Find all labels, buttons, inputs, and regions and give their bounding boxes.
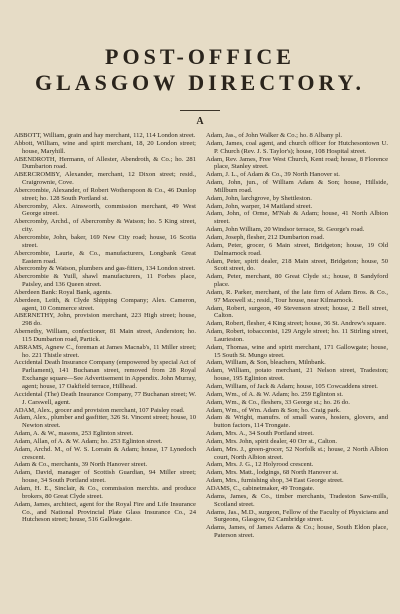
directory-entry: ADAMS, C., cabinetmaker, 49 Trongate.: [206, 484, 315, 492]
directory-entry: Adam, H. E., Sinclair, & Co., commission merchts. and produce brokers, 80 Great Clyde street.: [14, 484, 196, 500]
directory-entry: Abercrombie, John, baker, 169 New City road; house, 16 Scotia street.: [14, 233, 196, 249]
directory-entry: Adam, Wm., & Co., fleshers, 33 George st.; ho. 26 do.: [206, 398, 350, 406]
directory-entry: Abercrombie, Laurie, & Co., manufacturers, Longbank Great Eastern road.: [14, 249, 196, 265]
directory-entry: Accidental Death Insurance Company (empowered by special Act of Parliament), 141 Buchanan street, removed from 28 Royal Exchange square—See Advertisement in Appendix. John Murray, agent; house, 17 Oakfield terrace, Hillhead.: [14, 359, 196, 390]
directory-entry: Adam, Alex., plumber and gasfitter, 326 St. Vincent street; house, 10 Newton street.: [14, 414, 196, 430]
directory-entry: Adams, James, of James Adams & Co.; house, South Eldon place, Paterson street.: [206, 524, 388, 540]
directory-entry: Adam, Rev. James, Free West Church, Kent road; house, 8 Florence place, Stanley street.: [206, 155, 388, 171]
directory-entry: ABRAMS, Agnew C., foreman at James Macnab's, 11 Miller street; ho. 221 Thistle street.: [14, 343, 196, 359]
directory-entry: Adam, William, & Son, bleachers, Milnbank.: [206, 359, 326, 367]
directory-entry: Aberdeen Bank: Royal Bank, agents.: [14, 288, 112, 296]
directory-entry: ABERNETHY, John, provision merchant, 223 High street; house, 298 do.: [14, 312, 196, 328]
right-column: [206, 132, 388, 540]
directory-entry: Adam, John William, 20 Windsor terrace, St. George's road.: [206, 226, 365, 234]
directory-entry: ADAM, Alex., grocer and provision merchant, 107 Paisley road.: [14, 406, 185, 414]
directory-entry: Adam, Mrs. J., green-grocer, 52 Norfolk st.; house, 2 North Albion court, North Albion street.: [206, 445, 388, 461]
directory-entry: Adam, Wm., of Wm. Adam & Son; ho. Craig park.: [206, 406, 341, 414]
directory-entry: Adam, Robert, surgeon, 49 Stevenson street; house, 2 Bell street, Calton.: [206, 304, 388, 320]
directory-entry: Adam, Robert, flesher, 4 King street; house, 36 St. Andrew's square.: [206, 320, 387, 328]
directory-entry: Adam, Mrs. John, spirit dealer, 40 Orr st., Calton.: [206, 437, 338, 445]
directory-entry: Adam, J. L., of Adam & Co., 39 North Hanover st.: [206, 171, 340, 179]
left-column: [14, 132, 196, 524]
directory-entry: Adam, Mrs. A., 34 South Portland street.: [206, 430, 314, 438]
directory-entry: Adam, Robert, tobacconist, 129 Argyle street; ho. 11 Stirling street, Laurieston.: [206, 328, 388, 343]
directory-entry: Adam, A. & W., masons, 253 Eglinton street.: [14, 430, 134, 438]
directory-entry: Adam, Joseph, flesher, 212 Dumbarton road.: [206, 233, 325, 241]
title-rule: [180, 110, 220, 111]
directory-entry: Adam, John, jun., of William Adam & Son; house, Hillside, Millburn road.: [206, 179, 388, 194]
directory-entry: Aberdeen, Leith, & Clyde Shipping Company; Alex. Cameron, agent, 10 Commerce street.: [14, 296, 196, 312]
directory-entry: ABENDROTH, Hermann, of Allester, Abendroth, & Co.; ho. 281 Dumbarton road.: [14, 155, 196, 171]
directory-entry: Adam & Co., merchants, 39 North Hanover street.: [14, 461, 148, 469]
directory-entry: Abercromby & Watson, plumbers and gas-fitters, 134 London street.: [14, 265, 196, 273]
directory-entry: Adam, Wm., of A. & W. Adam; ho. 259 Eglinton st.: [206, 390, 344, 398]
directory-entry: Accidental (The) Death Insurance Company, 77 Buchanan street; W. J. Carswell, agent.: [14, 390, 196, 406]
directory-entry: Adam, John, larchgrove, by Shettleston.: [206, 194, 312, 202]
directory-entry: Adam, James, architect, agent for the Royal Fire and Life Insurance Co., and National Provincial Plate Glass Insurance Co., 24 Hutcheson street; house, 516 Gallowgate.: [14, 500, 196, 524]
directory-entry: Adam, Peter, spirit dealer, 218 Main street, Bridgeton; house, 50 Scott street, do.: [206, 257, 388, 273]
directory-entry: Adam, Peter, grocer, 6 Main street, Bridgeton; house, 19 Old Dalmarnock road.: [206, 241, 388, 257]
directory-entry: Adams, James, & Co., timber merchants, Tradeston Saw-mills, Scotland street.: [206, 492, 388, 508]
directory-entry: Abercromby, Archd., of Abercromby & Watson; ho. 5 King street, city.: [14, 218, 196, 234]
directory-entry: Adam, William, of Jack & Adam; house, 105 Cowcaddens street.: [206, 383, 378, 390]
directory-entry: Adam, Thomas, wine and spirit merchant, 171 Gallowgate; house, 15 South St. Mungo street.: [206, 343, 388, 359]
column-divider: [200, 132, 201, 602]
directory-entry: Adam, Archd. M., of W. S. Lorrain & Adam; house, 17 Lynedoch crescent.: [14, 445, 196, 461]
directory-entry: Adam, John, warper, 14 Maitland street.: [206, 202, 313, 210]
directory-entry: Abercrombie & Yuill, shawl manufacturers, 11 Forbes place, Paisley, and 136 Queen street.: [14, 273, 196, 289]
directory-entry: Adams, Jas., M.D., surgeon, Fellow of the Faculty of Physicians and Surgeons, Glasgow, 62 Cambridge street.: [206, 508, 388, 524]
directory-entry: Adam, William, potato merchant, 21 Nelson street, Tradeston; house, 195 Eglinton street.: [206, 367, 388, 383]
page-title-line2: GLASGOW DIRECTORY.: [34, 70, 365, 95]
page-title-line1: POST-OFFICE: [105, 44, 295, 69]
directory-entry: Adam, Jas., of John Walker & Co.; ho. 8 Albany pl.: [206, 132, 342, 139]
directory-entry: Adam, Mrs., furnishing shop, 34 East George street.: [206, 477, 344, 485]
directory-entry: ABERCROMBY, Alexander, merchant, 12 Dixon street; resid., Craigrownie, Cove.: [14, 171, 196, 187]
directory-entry: Adam, Mrs. Matt., lodgings, 68 North Hanover st.: [206, 469, 339, 477]
directory-entry: Adam, James, coal agent, and church officer for Hutchesontown U. P. Church (Rev. J. S. Taylor's); house, 108 Hospital street.: [206, 139, 388, 155]
directory-entry: Adam, David, manager of Scottish Guardian, 94 Miller street; house, 34 South Portland street.: [14, 469, 196, 485]
directory-entry: Abernethy, William, confectioner, 81 Main street, Anderston; ho. 115 Dumbarton road, Partick.: [14, 328, 196, 343]
directory-entry: Adam, Peter, merchant, 80 Great Clyde st.; house, 8 Sandyford place.: [206, 273, 388, 289]
directory-entry: Abercromby, Alex. Ainsworth, commission merchant, 49 West George street.: [14, 202, 196, 218]
directory-entry: ABBOTT, William, grain and hay merchant, 112, 114 London street.: [14, 132, 196, 139]
directory-entry: Adam, Mrs. J. G., 12 Holyrood crescent.: [206, 461, 314, 469]
directory-entry: Adam, John, of Orme, M'Nab & Adam; house, 41 North Albion street.: [206, 210, 388, 226]
directory-entry: Abercrombie, Alexander, of Robert Wotherspoon & Co., 46 Dunlop street; ho. 128 South Portland st.: [14, 186, 196, 202]
directory-entry: Adam, Allan, of A. & W. Adam; ho. 253 Eglinton street.: [14, 437, 163, 445]
directory-entry: Abbott, William, wine and spirit merchant, 18, 20 London street; house, Maryhill.: [14, 139, 196, 155]
section-letter: A: [196, 116, 204, 127]
directory-entry: Adam & Wright, manufrs. of small wares, hosiers, glovers, and button factors, 114 Trongate.: [206, 414, 388, 430]
directory-entry: Adam, R. Parker, merchant, of the late firm of Adam Bros. & Co., 97 Maxwell st.; resid., Tour house, near Kilmarnock.: [206, 288, 388, 304]
